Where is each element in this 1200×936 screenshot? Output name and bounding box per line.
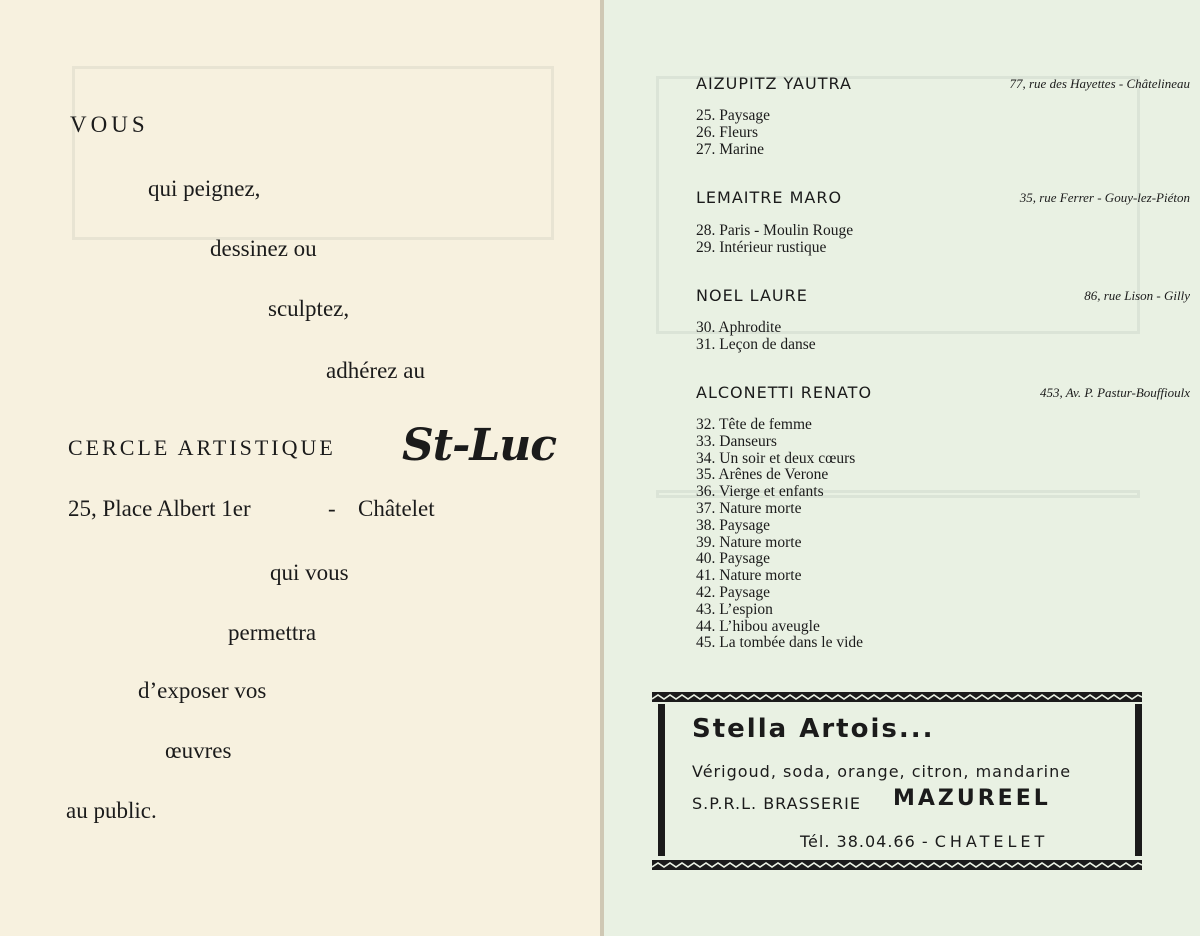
line-oeuvres: œuvres: [165, 738, 232, 763]
work-item: 32. Tête de femme: [696, 416, 812, 433]
line-exposer: d’exposer vos: [138, 678, 267, 703]
bleed-through-box: [62, 330, 72, 340]
artist-name: ALCONETTI RENATO: [696, 383, 873, 402]
ad-top-border: [652, 692, 1142, 702]
artist-name: AIZUPITZ YAUTRA: [696, 74, 852, 93]
artist-address: 35, rue Ferrer - Gouy-lez-Piéton: [1019, 190, 1190, 205]
line-permettra: permettra: [228, 620, 317, 645]
artist-entry-header: [696, 383, 1190, 407]
bleed-through-box: [72, 66, 554, 240]
artist-address: 77, rue des Hayettes - Châtelineau: [1009, 76, 1190, 91]
artist-name: LEMAITRE MARO: [696, 188, 843, 207]
line-sculptez: sculptez,: [268, 296, 350, 321]
work-item: 35. Arênes de Verone: [696, 466, 829, 484]
line-au-public: au public.: [66, 798, 157, 823]
work-item: 41. Nature morte: [696, 567, 802, 585]
line-qui-vous: qui vous: [270, 560, 349, 585]
work-item: 44. L’hibou aveugle: [696, 617, 820, 635]
vous-heading: VOUS: [70, 112, 149, 137]
work-item: 25. Paysage: [696, 107, 771, 124]
artist-entry-header: [696, 74, 1190, 98]
work-item: 37. Nature morte: [696, 499, 802, 517]
address-line: 25, Place Albert 1er: [68, 496, 251, 521]
line-adherez: adhérez au: [326, 358, 425, 383]
line-qui-peignez: qui peignez,: [148, 176, 261, 201]
stella-artois-ad: [652, 688, 1142, 870]
work-item: 27. Marine: [696, 140, 765, 158]
line-dessinez: dessinez ou: [210, 236, 317, 261]
ad-phone: Tél. 38.04.66 -: [800, 832, 929, 851]
works-list: [696, 320, 816, 354]
ad-bottom-border: [652, 860, 1142, 870]
artist-address: 86, rue Lison - Gilly: [1084, 288, 1190, 303]
ad-title: Stella Artois...: [692, 714, 935, 744]
right-page: [604, 0, 1200, 936]
ad-brand: MAZUREEL: [893, 786, 1051, 811]
work-item: 36. Vierge et enfants: [696, 483, 824, 501]
work-item: 29. Intérieur rustique: [696, 238, 827, 256]
work-item: 33. Danseurs: [696, 432, 777, 450]
artist-entry-header: [696, 188, 1190, 212]
st-luc-logo-text: St-Luc: [402, 420, 557, 471]
works-list: [696, 108, 770, 158]
work-item: 45. La tombée dans le vide: [696, 634, 864, 652]
address-dash: -: [328, 496, 336, 521]
artist-address: 453, Av. P. Pastur-Bouffioulx: [1040, 385, 1190, 400]
ad-drinks-line: Vérigoud, soda, orange, citron, mandarine: [692, 762, 1072, 781]
work-item: 31. Leçon de danse: [696, 335, 816, 353]
work-item: 40. Paysage: [696, 550, 771, 568]
cercle-artistique-label: CERCLE ARTISTIQUE: [68, 435, 336, 460]
works-list: [696, 223, 853, 257]
ad-phone-line: [800, 832, 1048, 851]
work-item: 30. Aphrodite: [696, 319, 782, 336]
work-item: 43. L’espion: [696, 600, 773, 618]
artist-name: NOEL LAURE: [696, 286, 808, 305]
work-item: 28. Paris - Moulin Rouge: [696, 222, 854, 239]
ad-company: S.P.R.L. BRASSERIE: [692, 794, 861, 813]
works-list: [696, 417, 863, 652]
work-item: 42. Paysage: [696, 583, 771, 601]
address-city: Châtelet: [358, 496, 435, 521]
artist-entry-header: [696, 286, 1190, 310]
ad-city: CHATELET: [934, 832, 1049, 851]
work-item: 39. Nature morte: [696, 533, 802, 551]
work-item: 26. Fleurs: [696, 123, 758, 141]
work-item: 38. Paysage: [696, 516, 771, 534]
work-item: 34. Un soir et deux cœurs: [696, 449, 856, 467]
